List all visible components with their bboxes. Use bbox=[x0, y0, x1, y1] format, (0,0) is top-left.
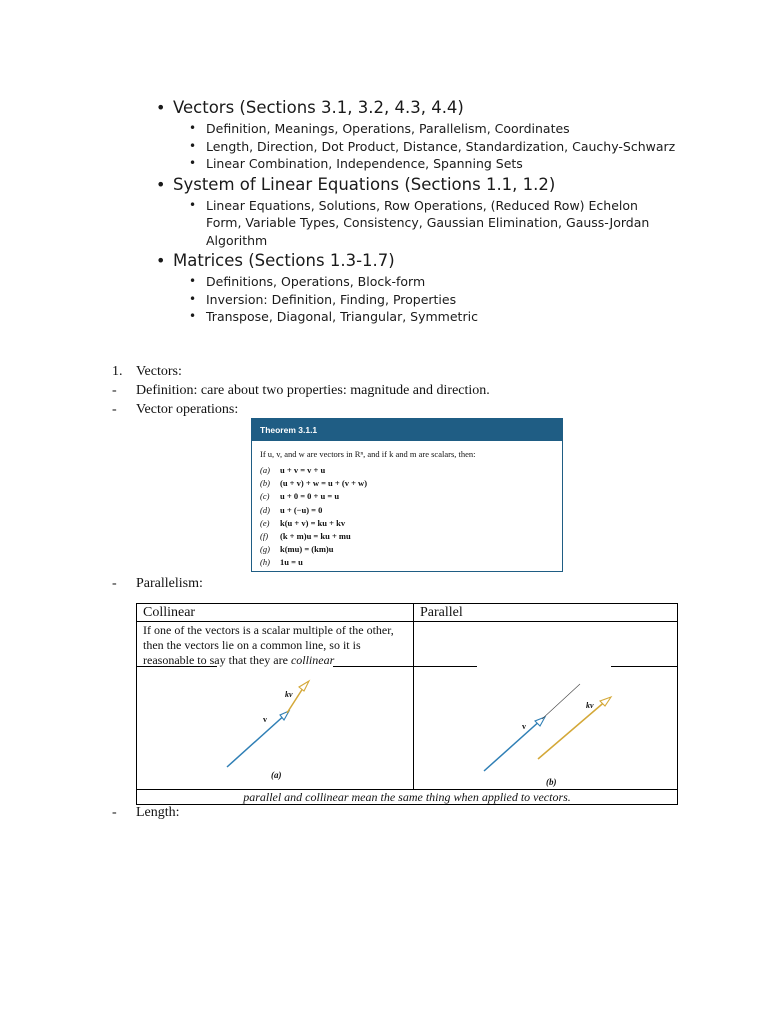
note-length bbox=[112, 803, 692, 822]
figure-a-label: (a) bbox=[271, 770, 282, 780]
kv-label: kv bbox=[285, 690, 293, 699]
theorem-row bbox=[260, 504, 562, 517]
row-equation: u + v = v + u bbox=[280, 465, 326, 475]
description-text: If one of the vectors is a scalar multiple of the other, then the vectors lie on a common line, so it is reasonable to say that they are bbox=[143, 623, 394, 667]
table-footer-caption: parallel and collinear mean the same thing when applied to vectors. bbox=[243, 790, 571, 804]
parallel-vectors-figure bbox=[414, 667, 677, 789]
list-marker: - bbox=[112, 576, 117, 591]
notes-parallelism bbox=[112, 574, 692, 593]
theorem-row bbox=[260, 556, 562, 569]
subtopic: • Linear Equations, Solutions, Row Operations, (Reduced Row) Echelon Form, Variable Types, Consistency, Gaussian Elimination, Gauss-Jordan Algorithm bbox=[189, 197, 676, 250]
v-vector-line bbox=[484, 719, 542, 771]
theorem-title: Theorem 3.1.1 bbox=[252, 419, 562, 441]
subtopic: • Definitions, Operations, Block-form bbox=[189, 273, 676, 291]
row-equation: 1u = u bbox=[280, 557, 303, 568]
reference-line bbox=[542, 684, 580, 719]
note-text: Definition: care about two properties: magnitude and direction. bbox=[136, 383, 490, 398]
theorem-row bbox=[260, 530, 562, 543]
row-label: (h) bbox=[260, 557, 270, 568]
theorem-row bbox=[260, 517, 562, 530]
v-label: v bbox=[522, 722, 526, 731]
parallel-header: Parallel bbox=[420, 605, 463, 620]
row-equation: (u + v) + w = u + (v + w) bbox=[280, 478, 368, 489]
kv-arrowhead bbox=[299, 681, 309, 691]
outline-linear-equations-subtopics bbox=[156, 197, 676, 250]
row-equation: (k + m)u = ku + mu bbox=[280, 531, 351, 542]
notes-length bbox=[112, 803, 692, 822]
list-marker: - bbox=[112, 402, 117, 417]
collinear-vectors-figure bbox=[137, 667, 413, 789]
collinear-figure bbox=[137, 667, 413, 789]
v-vector-line bbox=[227, 713, 287, 767]
note-vectors bbox=[112, 362, 692, 381]
theorem-row bbox=[260, 477, 562, 490]
subtopic: • Linear Combination, Independence, Spanning Sets bbox=[189, 155, 676, 173]
topics-outline bbox=[156, 96, 676, 326]
v-label: v bbox=[263, 715, 267, 724]
outline-vectors-subtopics bbox=[156, 120, 676, 173]
list-marker: 1. bbox=[112, 364, 123, 379]
row-label: (g) bbox=[260, 544, 270, 555]
list-marker: - bbox=[112, 805, 117, 820]
notes bbox=[112, 362, 692, 419]
theorem-intro: If u, v, and w are vectors in Rⁿ, and if k and m are scalars, then: bbox=[260, 449, 476, 459]
note-text: Parallelism: bbox=[136, 576, 203, 591]
note-text: Vectors: bbox=[136, 364, 182, 379]
outline-matrices-subtopics bbox=[156, 273, 676, 326]
row-label: (b) bbox=[260, 478, 270, 489]
collinear-parallel-table bbox=[136, 603, 678, 805]
subtopic: • Transpose, Diagonal, Triangular, Symmetric bbox=[189, 308, 676, 326]
outline-vectors: • Vectors (Sections 3.1, 3.2, 4.3, 4.4) bbox=[156, 98, 676, 118]
theorem-box bbox=[251, 418, 563, 572]
note-operations bbox=[112, 400, 692, 419]
row-label: (c) bbox=[260, 491, 270, 502]
figure-b-label: (b) bbox=[546, 777, 557, 787]
row-label: (e) bbox=[260, 517, 270, 528]
theorem-rows bbox=[260, 464, 562, 570]
theorem-row bbox=[260, 490, 562, 503]
outline-matrices: • Matrices (Sections 1.3-1.7) bbox=[156, 251, 676, 271]
row-label: (a) bbox=[260, 465, 270, 475]
collinear-header: Collinear bbox=[143, 605, 196, 620]
note-text: Vector operations: bbox=[136, 402, 239, 417]
collinear-description bbox=[143, 623, 411, 666]
note-parallelism bbox=[112, 574, 692, 593]
parallel-figure bbox=[414, 667, 677, 789]
row-equation: u + (−u) = 0 bbox=[280, 504, 323, 515]
subtopic: • Definition, Meanings, Operations, Parallelism, Coordinates bbox=[189, 120, 676, 138]
subtopic: • Length, Direction, Dot Product, Distance, Standardization, Cauchy-Schwarz bbox=[189, 138, 676, 156]
kv-label: kv bbox=[586, 701, 594, 710]
description-emphasis: collinear bbox=[290, 653, 335, 667]
theorem-row bbox=[260, 464, 562, 477]
row-equation: k(mu) = (km)u bbox=[280, 544, 334, 555]
outline-linear-equations: • System of Linear Equations (Sections 1.1, 1.2) bbox=[156, 175, 676, 195]
list-marker: - bbox=[112, 383, 117, 398]
row-label: (f) bbox=[260, 531, 269, 542]
row-label: (d) bbox=[260, 504, 270, 515]
theorem-row bbox=[260, 543, 562, 556]
subtopic: • Inversion: Definition, Finding, Properties bbox=[189, 291, 676, 309]
kv-vector-line bbox=[538, 699, 608, 759]
note-text: Length: bbox=[136, 805, 180, 820]
note-definition bbox=[112, 381, 692, 400]
row-equation: u + 0 = 0 + u = u bbox=[280, 491, 340, 502]
row-divider bbox=[137, 621, 677, 622]
row-equation: k(u + v) = ku + kv bbox=[280, 517, 346, 528]
